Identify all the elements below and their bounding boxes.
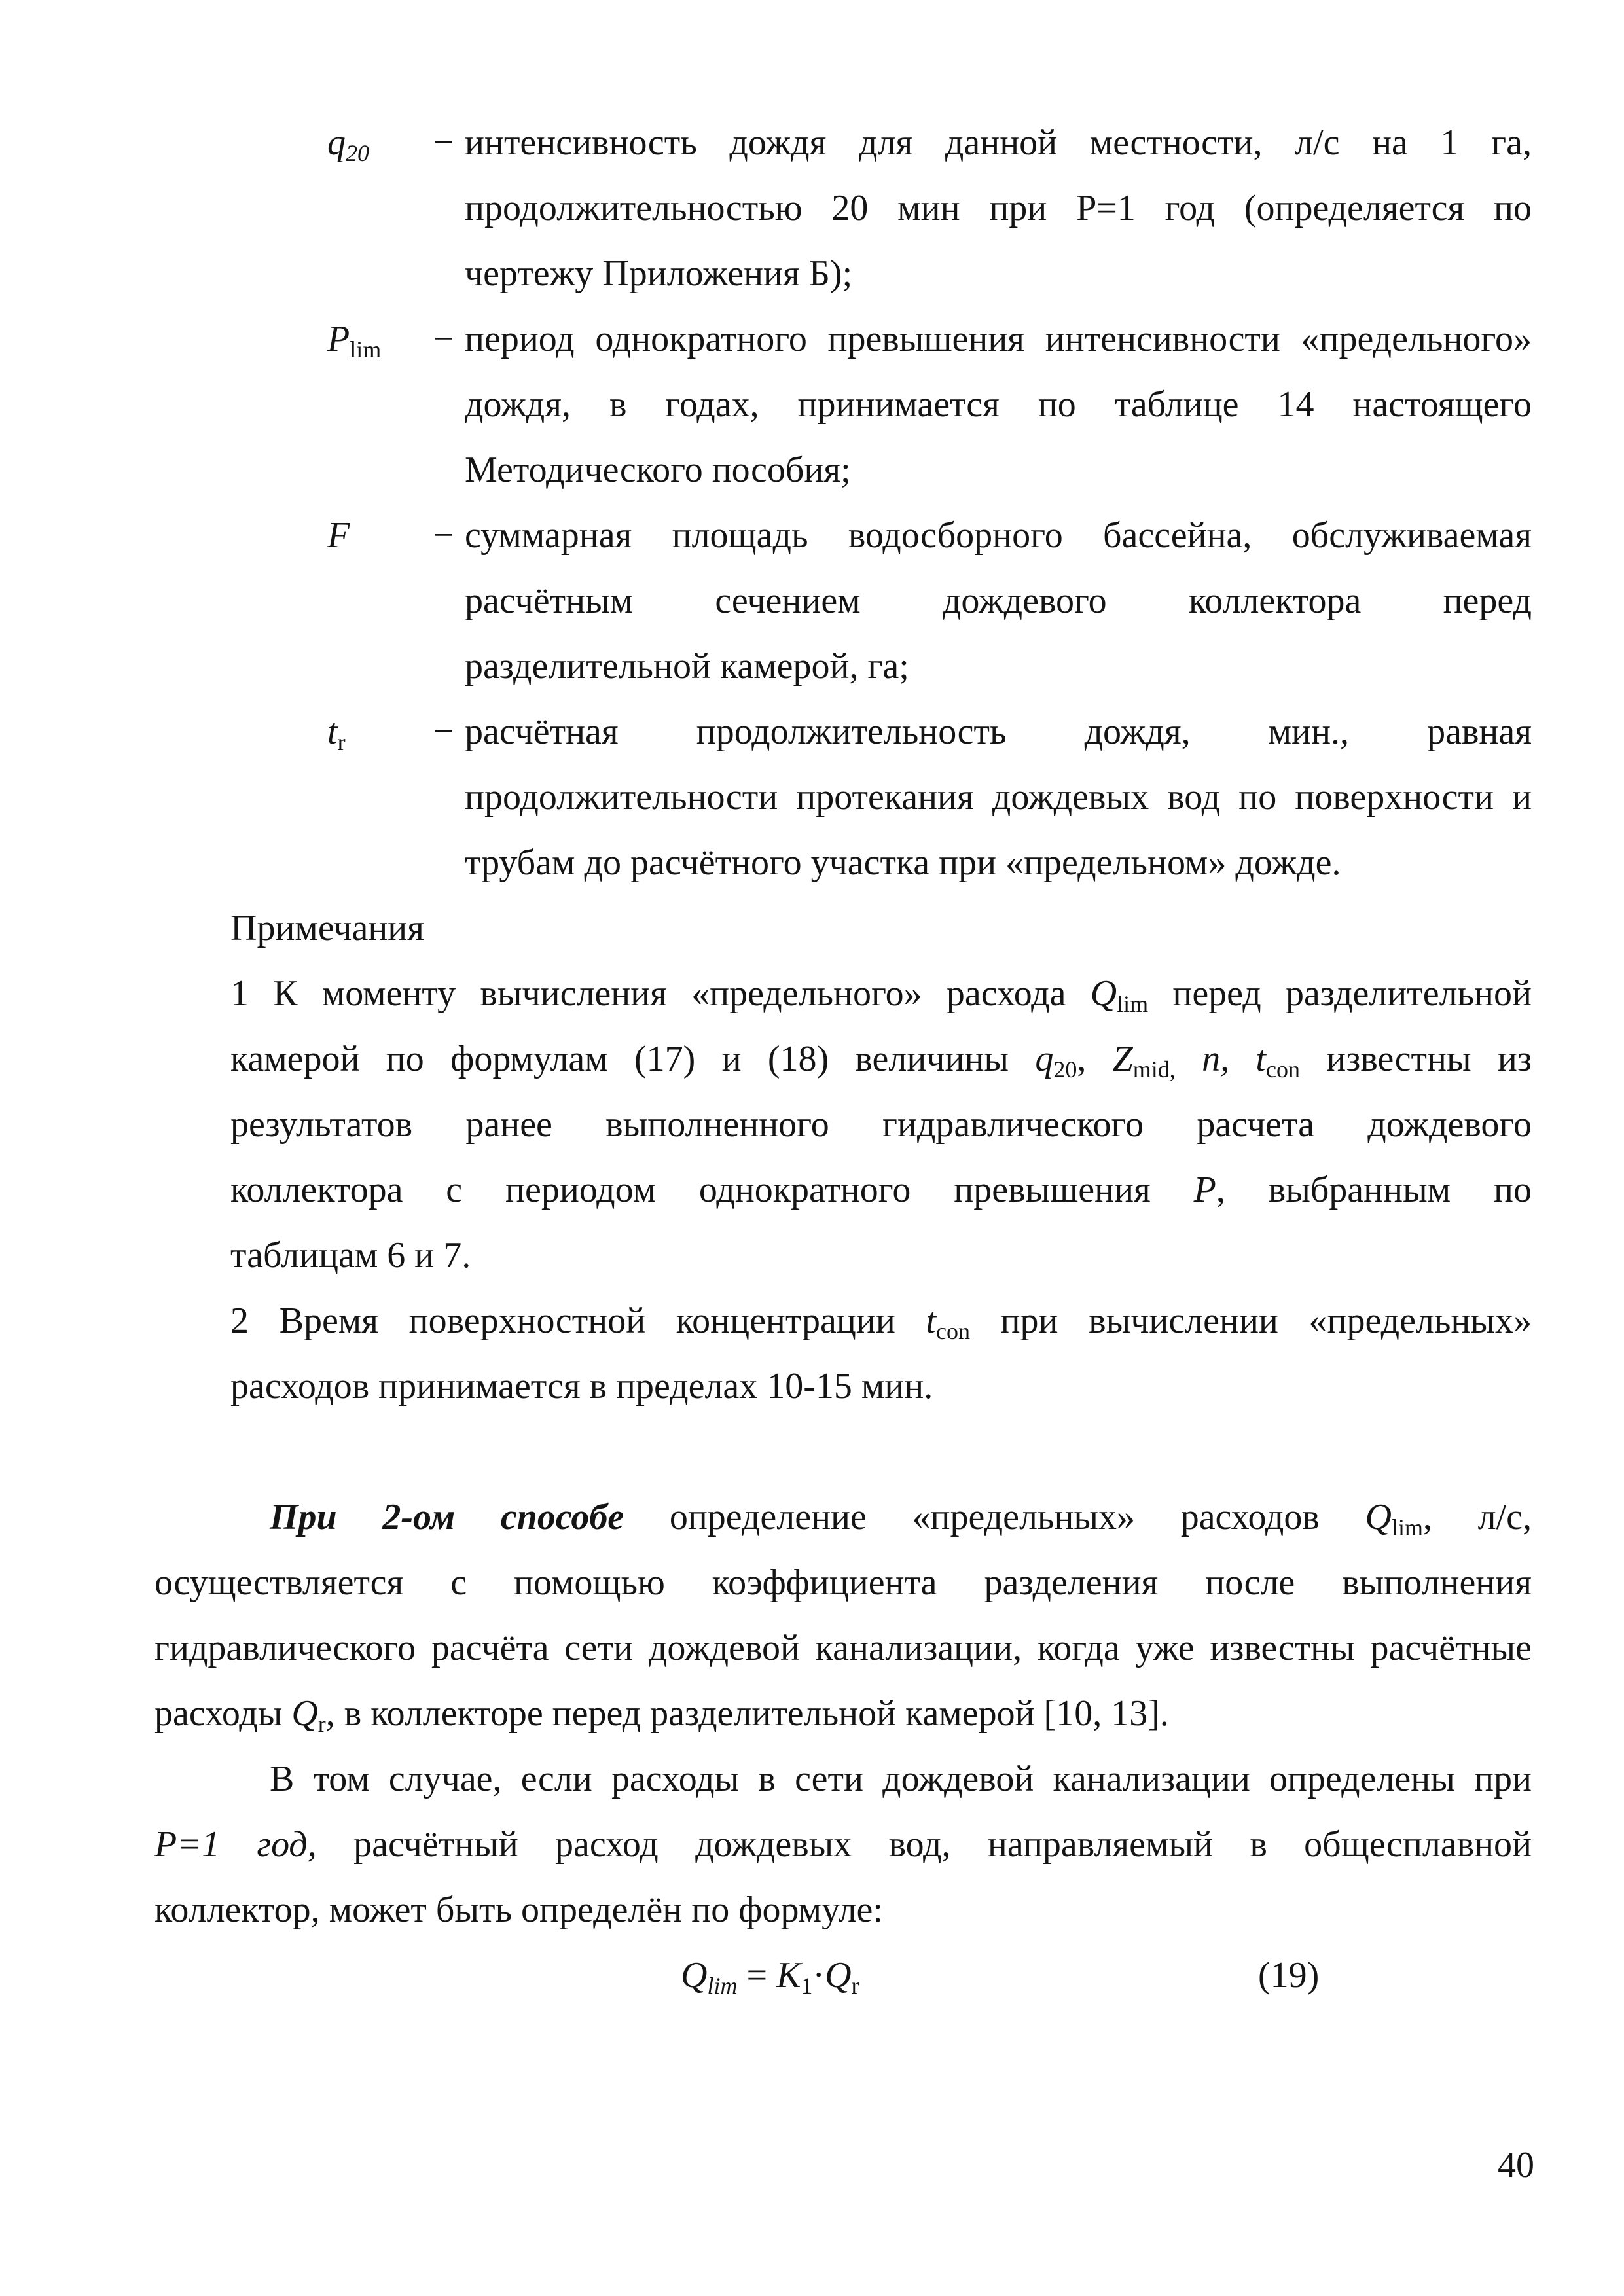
note-1-line-4: коллектора с периодом однократного превышения P, выбранным по bbox=[230, 1170, 1532, 1210]
definition-f-line-3: разделительной камерой, га; bbox=[465, 646, 909, 687]
note-2-line-2: расходов принимается в пределах 10-15 мин. bbox=[230, 1366, 933, 1407]
definition-symbol-tr: $t_r$ bbox=[327, 711, 346, 756]
method2-line-3: гидравлического расчёта сети дождевой канализации, когда уже известны расчётные bbox=[154, 1628, 1532, 1668]
note-2-line-1: 2 Время поверхностной концентрации $t_{con}$ при вычислении «предельных» bbox=[230, 1300, 1532, 1345]
definition-q20-line-3: чертежу Приложения Б); bbox=[465, 253, 853, 294]
note-1-line-5: таблицам 6 и 7. bbox=[230, 1235, 471, 1276]
definition-plim-line-2: дождя, в годах, принимается по таблице 14 настоящего bbox=[465, 384, 1532, 425]
definition-plim-line-3: Методического пособия; bbox=[465, 450, 851, 490]
definition-dash: − bbox=[433, 122, 454, 163]
definition-dash: − bbox=[433, 711, 454, 752]
method2-line-2: осуществляется с помощью коэффициента разделения после выполнения bbox=[154, 1562, 1532, 1603]
definition-symbol-plim: $P_{lim}$ bbox=[327, 319, 382, 363]
formula-number: (19) bbox=[1258, 1955, 1320, 1996]
para3-line-3: коллектор, может быть определён по формуле: bbox=[154, 1890, 883, 1930]
definition-dash: − bbox=[433, 319, 454, 359]
notes-heading: Примечания bbox=[230, 908, 425, 948]
definition-tr-line-1: расчётная продолжительность дождя, мин., равная bbox=[465, 711, 1532, 752]
definition-plim-line-1: период однократного превышения интенсивности «предельного» bbox=[465, 319, 1532, 359]
note-1-line-2: камерой по формулам (17) и (18) величины $q_{20}$, $Z_{mid,}$ n, $t_{con}$ известны из bbox=[230, 1039, 1532, 1083]
definition-tr-line-3: трубам до расчётного участка при «предельном» дожде. bbox=[465, 842, 1341, 883]
para3-line-2: P=1 год, расчётный расход дождевых вод, направляемый в общесплавной bbox=[154, 1824, 1532, 1865]
definition-f-line-2: расчётным сечением дождевого коллектора перед bbox=[465, 581, 1532, 621]
page-number: 40 bbox=[1498, 2145, 1534, 2185]
para3-line-1: В том случае, если расходы в сети дождевой канализации определены при bbox=[270, 1759, 1532, 1799]
definition-symbol-q20: q20 bbox=[327, 122, 369, 167]
definition-q20-line-1: интенсивность дождя для данной местности, л/с на 1 га, bbox=[465, 122, 1532, 163]
definition-symbol-f: F bbox=[327, 515, 350, 556]
definition-q20-line-2: продолжительностью 20 мин при Р=1 год (определяется по bbox=[465, 188, 1532, 228]
note-1-line-3: результатов ранее выполненного гидравлического расчета дождевого bbox=[230, 1104, 1532, 1145]
definition-dash: − bbox=[433, 515, 454, 556]
method2-line-1: При 2-ом способе определение «предельных» расходов $Q_{lim}$, л/с, bbox=[270, 1497, 1532, 1541]
note-1-line-1: 1 К моменту вычисления «предельного» расхода $Q_{lim}$ перед разделительной bbox=[230, 973, 1532, 1018]
formula-19: $Qlim = K_1\cdot Q_r$ bbox=[681, 1955, 859, 2000]
definition-tr-line-2: продолжительности протекания дождевых вод по поверхности и bbox=[465, 777, 1532, 817]
method2-line-4: расходы $Q_r$, в коллекторе перед разделительной камерой [10, 13]. bbox=[154, 1693, 1169, 1738]
definition-f-line-1: суммарная площадь водосборного бассейна, обслуживаемая bbox=[465, 515, 1532, 556]
